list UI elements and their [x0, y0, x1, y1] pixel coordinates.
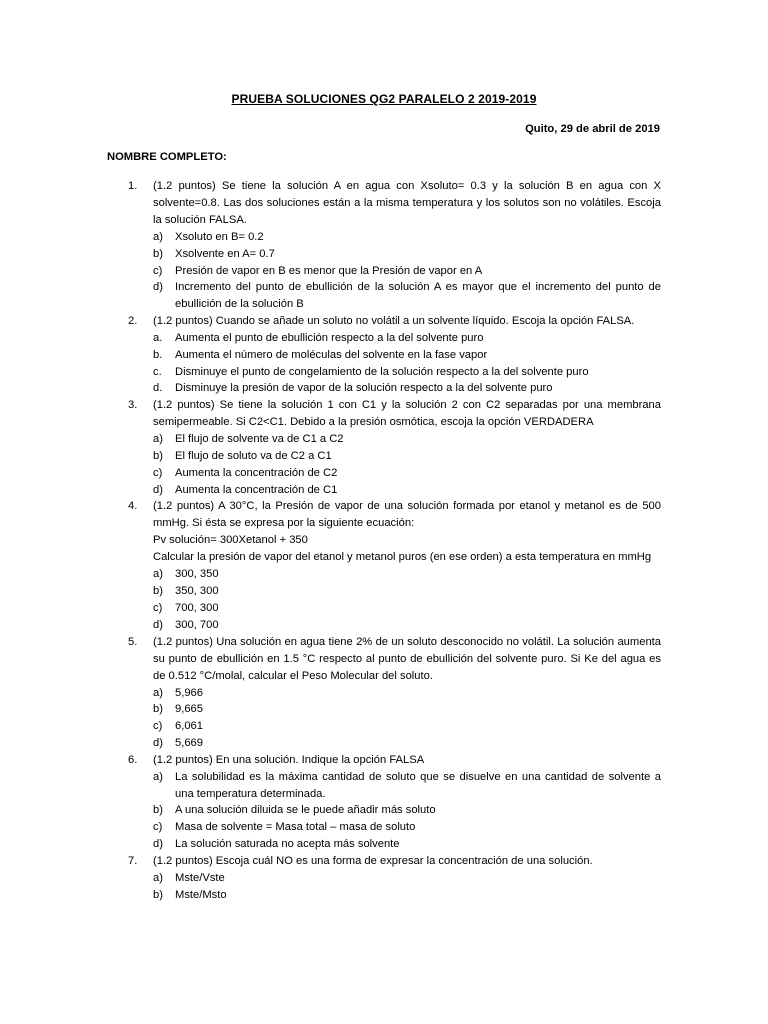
option-text: 6,061	[175, 720, 203, 733]
option-text: Xsoluto en B= 0.2	[175, 231, 264, 243]
question-item	[128, 752, 661, 853]
question-text: (1.2 puntos) En una solución. Indique la opción FALSA	[153, 753, 425, 766]
answer-option	[153, 583, 661, 600]
option-letter: c)	[153, 720, 163, 733]
question-number: 4.	[128, 500, 138, 513]
option-letter: d)	[153, 837, 163, 850]
option-text: Aumenta la concentración de C1	[175, 483, 338, 496]
option-text: Aumenta el número de moléculas del solvente en la fase vapor	[175, 348, 488, 361]
option-text: Aumenta la concentración de C2	[175, 466, 338, 479]
answer-option	[153, 431, 661, 448]
option-letter: c.	[153, 365, 162, 378]
answer-option	[153, 819, 661, 836]
answer-option	[153, 364, 661, 381]
question-item	[128, 397, 661, 498]
question-number: 5.	[128, 635, 138, 648]
question-number: 6.	[128, 753, 138, 766]
option-text: La solubilidad es la máxima cantidad de soluto que se disuelve en una cantidad de solvente a una temperatura determinada.	[175, 770, 661, 800]
option-text: A una solución diluida se le puede añadir más soluto	[175, 804, 436, 817]
option-letter: b)	[153, 703, 163, 716]
answer-option	[153, 279, 661, 313]
answer-option	[153, 566, 661, 583]
option-letter: d)	[153, 281, 163, 294]
answer-option	[153, 617, 661, 634]
answer-option	[153, 769, 661, 803]
question-text: Pv solución= 300Xetanol + 350	[153, 534, 308, 547]
option-letter: d)	[153, 483, 163, 496]
answer-option	[153, 246, 661, 263]
question-item	[128, 313, 661, 397]
option-letter: a)	[153, 568, 163, 581]
exam-title: PRUEBA SOLUCIONES QG2 PARALELO 2 2019-2019	[231, 92, 537, 106]
option-letter: b)	[153, 449, 163, 462]
answer-option	[153, 229, 661, 246]
option-text: Disminuye el punto de congelamiento de la solución respecto a la del solvente puro	[175, 365, 589, 378]
answer-option	[153, 347, 661, 364]
option-letter: a)	[153, 871, 163, 884]
option-letter: c)	[153, 601, 163, 614]
answer-option	[153, 870, 661, 887]
question-number: 7.	[128, 854, 138, 867]
answer-option	[153, 465, 661, 482]
question-list	[0, 178, 768, 903]
answer-option	[153, 600, 661, 617]
question-text: (1.2 puntos) A 30°C, la Presión de vapor de una solución formada por etanol y metanol es de 500 mmHg. Si ésta se expresa por la siguiente ecuación:	[153, 500, 661, 530]
option-letter: a)	[153, 433, 163, 446]
option-letter: b.	[153, 348, 163, 361]
option-text: 300, 350	[175, 568, 219, 581]
option-text: El flujo de solvente va de C1 a C2	[175, 433, 344, 446]
option-letter: b)	[153, 247, 163, 260]
question-text: (1.2 puntos) Cuando se añade un soluto no volátil a un solvente líquido. Escoja la opción FALSA.	[153, 314, 635, 327]
question-number: 2.	[128, 314, 138, 327]
option-letter: c)	[153, 821, 163, 834]
answer-option	[153, 735, 661, 752]
answer-option	[153, 887, 661, 904]
answer-option	[153, 802, 661, 819]
question-text: Calcular la presión de vapor del etanol y metanol puros (en ese orden) a esta temperatura en mmHg	[153, 551, 652, 564]
option-letter: c)	[153, 264, 163, 277]
option-letter: d)	[153, 736, 163, 749]
option-text: Mste/Msto	[175, 888, 227, 901]
question-text: (1.2 puntos) Escoja cuál NO es una forma de expresar la concentración de una solución.	[153, 854, 593, 867]
option-text: Incremento del punto de ebullición de la solución A es mayor que el incremento del punto de ebullición de la solución B	[175, 281, 661, 311]
option-text: Presión de vapor en B es menor que la Presión de vapor en A	[175, 264, 483, 277]
option-text: La solución saturada no acepta más solvente	[175, 837, 400, 850]
option-text: Masa de solvente = Masa total – masa de soluto	[175, 821, 416, 834]
option-text: 350, 300	[175, 585, 219, 598]
question-number: 3.	[128, 399, 138, 412]
question-number: 1.	[128, 180, 138, 192]
answer-option	[153, 718, 661, 735]
option-text: 700, 300	[175, 601, 219, 614]
question-item	[128, 634, 661, 752]
option-text: Disminuye la presión de vapor de la solución respecto a la del solvente puro	[175, 382, 553, 395]
answer-option	[153, 263, 661, 280]
option-text: 5,966	[175, 686, 203, 699]
exam-date: Quito, 29 de abril de 2019	[525, 123, 660, 135]
question-text: (1.2 puntos) Se tiene la solución A en agua con Xsoluto= 0.3 y la solución B en agua con X solvente=0.8. Las dos soluciones están a la misma temperatura y los solutos son no volátiles. Escoja la solución FALSA.	[153, 180, 661, 226]
question-item	[128, 178, 661, 313]
option-letter: a)	[153, 686, 163, 699]
question-item	[128, 498, 661, 633]
option-letter: a)	[153, 770, 163, 783]
option-text: Aumenta el punto de ebullición respecto a la del solvente puro	[175, 331, 484, 344]
option-letter: a.	[153, 331, 163, 344]
option-letter: b)	[153, 888, 163, 901]
option-text: 5,669	[175, 736, 203, 749]
option-letter: b)	[153, 804, 163, 817]
option-text: 9,665	[175, 703, 203, 716]
answer-option	[153, 836, 661, 853]
option-letter: d.	[153, 382, 163, 395]
name-label: NOMBRE COMPLETO:	[107, 151, 227, 163]
answer-option	[153, 330, 661, 347]
answer-option	[153, 482, 661, 499]
answer-option	[153, 685, 661, 702]
option-letter: a)	[153, 231, 163, 243]
option-text: 300, 700	[175, 618, 219, 631]
option-text: El flujo de soluto va de C2 a C1	[175, 449, 332, 462]
option-letter: d)	[153, 618, 163, 631]
option-text: Mste/Vste	[175, 871, 225, 884]
answer-option	[153, 448, 661, 465]
answer-option	[153, 701, 661, 718]
question-text: (1.2 puntos) Una solución en agua tiene 2% de un soluto desconocido no volátil. La solución aumenta su punto de ebullición en 1.5 °C respecto al punto de ebullición del solvente puro. Si Ke del agua es de 0.512 °C/molal, calcular el Peso Molecular del soluto.	[153, 635, 661, 682]
option-text: Xsolvente en A= 0.7	[175, 247, 275, 260]
option-letter: c)	[153, 466, 163, 479]
question-text: (1.2 puntos) Se tiene la solución 1 con C1 y la solución 2 con C2 separadas por una membrana semipermeable. Si C2<C1. Debido a la presión osmótica, escoja la opción VERDADERA	[153, 399, 661, 429]
question-item	[128, 853, 661, 904]
option-letter: b)	[153, 585, 163, 598]
answer-option	[153, 380, 661, 397]
